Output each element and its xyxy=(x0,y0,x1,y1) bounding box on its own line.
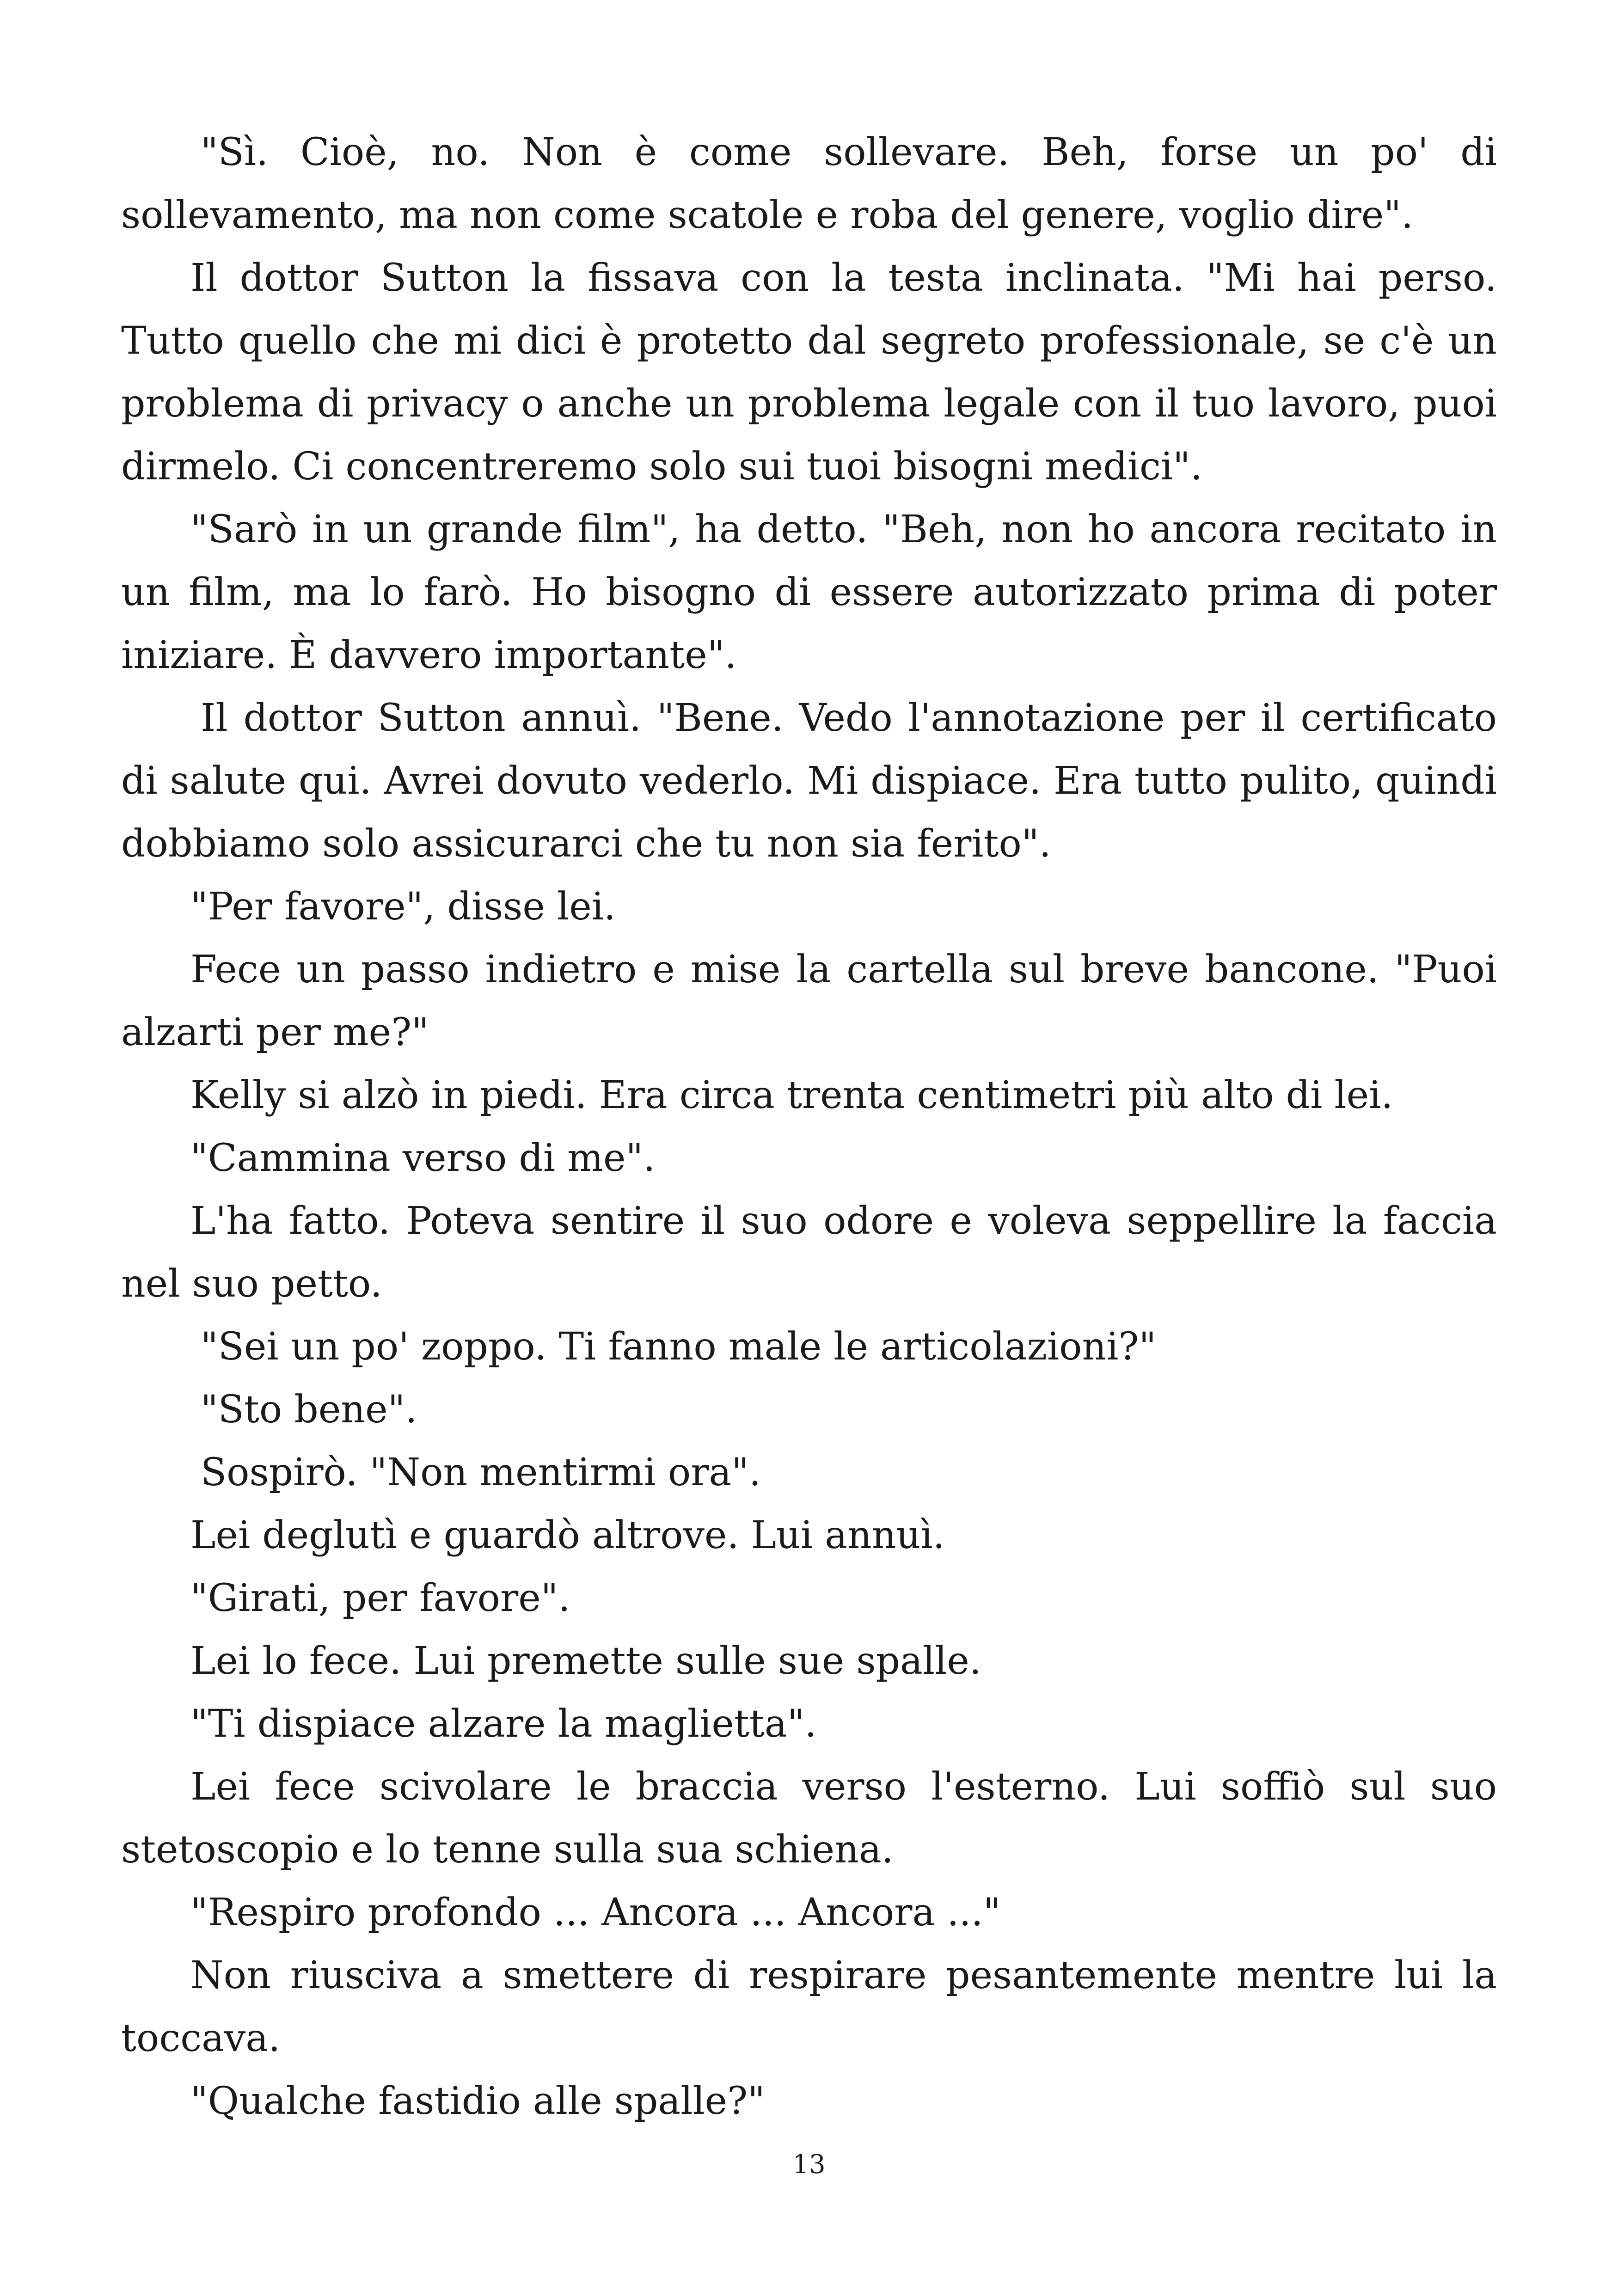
paragraph: "Qualche fastidio alle spalle?" xyxy=(190,2079,765,2123)
page-number: 13 xyxy=(792,2149,826,2180)
paragraph: "Cammina verso di me". xyxy=(190,1136,656,1180)
paragraph: "Ti dispiace alzare la maglietta". xyxy=(190,1702,817,1746)
paragraph: "Sei un po' zoppo. Ti fanno male le articolazioni?" xyxy=(201,1325,1157,1369)
paragraph: Lei lo fece. Lui premette sulle sue spalle. xyxy=(190,1639,981,1683)
paragraph: "Girati, per favore". xyxy=(190,1576,570,1620)
paragraph: Non riusciva a smettere di respirare pesantemente mentre lui la toccava. xyxy=(121,1953,1497,2060)
paragraph: "Per favore", disse lei. xyxy=(190,885,616,929)
paragraph: "Sarò in un grande film", ha detto. "Beh, non ho ancora recitato in un film, ma lo farò. Ho bisogno di essere autorizzato prima di poter iniziare. È davvero importante". xyxy=(121,508,1497,677)
body-text xyxy=(121,121,1497,2133)
paragraph: Kelly si alzò in piedi. Era circa trenta centimetri più alto di lei. xyxy=(190,1073,1393,1117)
paragraph: "Respiro profondo ... Ancora ... Ancora ..." xyxy=(190,1891,1001,1935)
paragraph: Fece un passo indietro e mise la cartella sul breve bancone. "Puoi alzarti per me?" xyxy=(121,948,1497,1054)
paragraph: L'ha fatto. Poteva sentire il suo odore e voleva seppellire la faccia nel suo petto. xyxy=(121,1199,1497,1306)
paragraph: Lei deglutì e guardò altrove. Lui annuì. xyxy=(190,1513,945,1557)
paragraph: Il dottor Sutton la fissava con la testa inclinata. "Mi hai perso. Tutto quello che mi dici è protetto dal segreto professionale, se c'è un problema di privacy o anche un problema legale con il tuo lavoro, puoi dirmelo. Ci concentreremo solo sui tuoi bisogni medici". xyxy=(121,256,1497,489)
paragraph: Sospirò. "Non mentirmi ora". xyxy=(201,1451,761,1494)
paragraph: "Sto bene". xyxy=(201,1388,417,1432)
paragraph: Lei fece scivolare le braccia verso l'esterno. Lui soffiò sul suo stetoscopio e lo tenne sulla sua schiena. xyxy=(121,1765,1497,1872)
paragraph: Il dottor Sutton annuì. "Bene. Vedo l'annotazione per il certificato di salute qui. Avrei dovuto vederlo. Mi dispiace. Era tutto pulito, quindi dobbiamo solo assicurarci che tu non sia ferito". xyxy=(121,696,1497,866)
paragraph: "Sì. Cioè, no. Non è come sollevare. Beh, forse un po' di sollevamento, ma non come scatole e roba del genere, voglio dire". xyxy=(121,130,1497,237)
